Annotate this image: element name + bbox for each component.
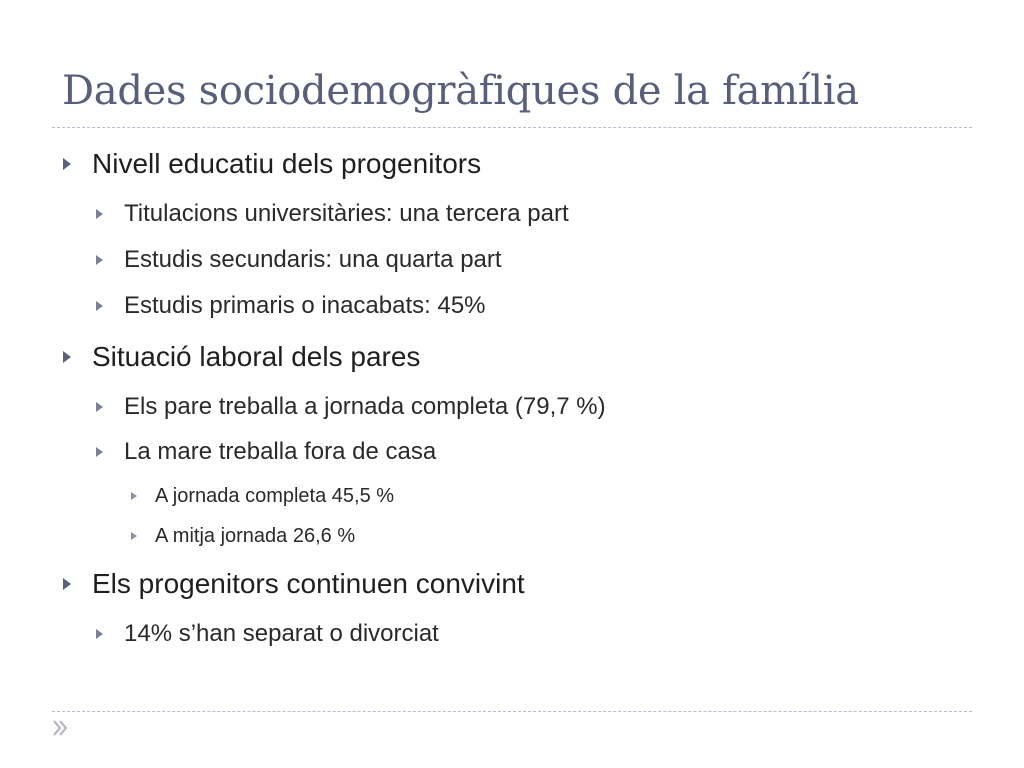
slide-title: Dades sociodemogràfiques de la família: [62, 68, 859, 114]
bullet-level1-cohabitation: [92, 568, 525, 600]
bullet-level3-mother-parttime: [155, 525, 355, 548]
bullet-text: Titulacions universitàries: una tercera part: [124, 200, 569, 227]
bullet-level2-father-fulltime: [124, 393, 606, 421]
bullet-level2-secondary: [124, 246, 502, 274]
triangle-bullet-icon: [63, 158, 71, 170]
triangle-bullet-icon: [131, 492, 137, 500]
triangle-bullet-icon: [131, 532, 137, 540]
bullet-level2-primary: [124, 292, 486, 320]
triangle-bullet-icon: [96, 301, 103, 311]
bullet-text: La mare treballa fora de casa: [124, 438, 437, 465]
footer-divider: [52, 711, 972, 712]
bullet-level2-university: [124, 200, 569, 228]
bullet-level1-employment: [92, 341, 420, 373]
title-divider: [52, 127, 972, 128]
triangle-bullet-icon: [96, 402, 103, 412]
triangle-bullet-icon: [96, 629, 103, 639]
bullet-level3-mother-fulltime: [155, 485, 394, 508]
bullet-text: Estudis primaris o inacabats: 45%: [124, 292, 486, 319]
triangle-bullet-icon: [96, 255, 103, 265]
triangle-bullet-icon: [63, 351, 71, 363]
triangle-bullet-icon: [96, 447, 103, 457]
bullet-text: Els progenitors continuen convivint: [92, 568, 525, 599]
bullet-text: 14% s’han separat o divorciat: [124, 620, 439, 647]
bullet-level2-mother-works: [124, 438, 436, 466]
bullet-text: Els pare treballa a jornada completa (79,7 %): [124, 393, 606, 420]
bullet-level2-separated: [124, 620, 439, 648]
bullet-text: Estudis secundaris: una quarta part: [124, 246, 502, 273]
bullet-text: Situació laboral dels pares: [92, 341, 421, 372]
triangle-bullet-icon: [96, 209, 103, 219]
bullet-text: A mitja jornada 26,6 %: [155, 525, 356, 547]
triangle-bullet-icon: [63, 578, 71, 590]
bullet-text: A jornada completa 45,5 %: [155, 485, 395, 507]
bullet-text: Nivell educatiu dels progenitors: [92, 148, 482, 179]
bullet-level1-education: [92, 148, 481, 180]
double-chevron-icon: [52, 719, 68, 737]
